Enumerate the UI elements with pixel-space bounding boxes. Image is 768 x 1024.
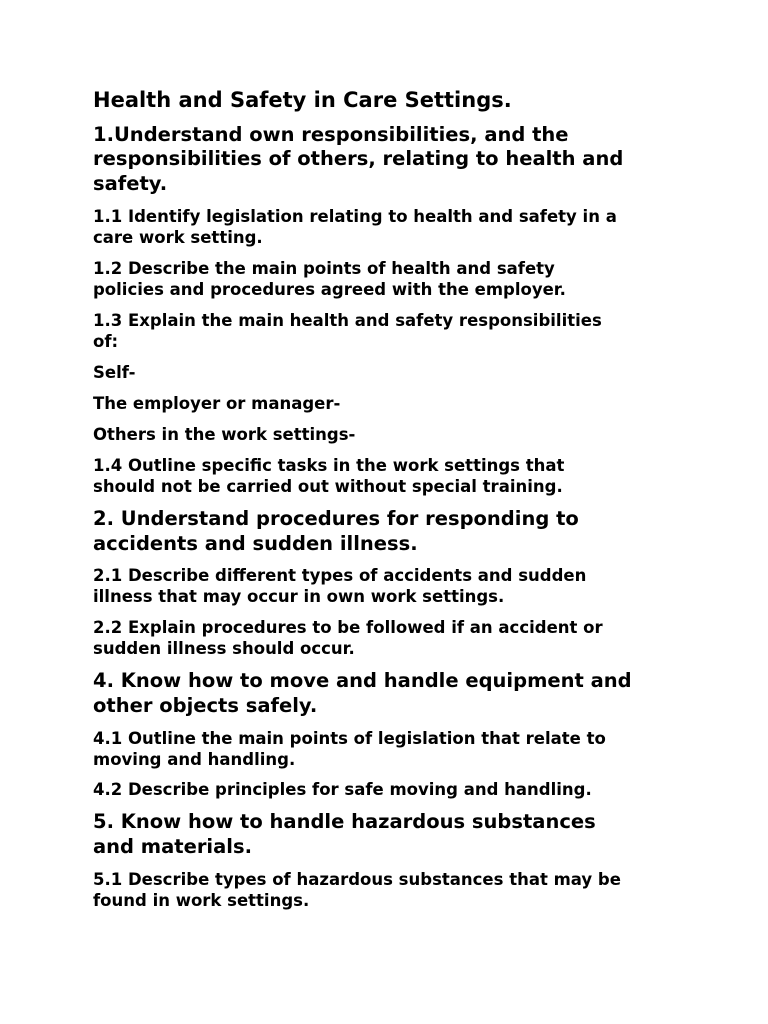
label-others-in-work-settings: Others in the work settings- <box>93 425 356 444</box>
section-5-heading-line-2: and materials. <box>93 835 252 858</box>
label-self: Self- <box>93 363 136 382</box>
section-4-heading-line-2: other objects safely. <box>93 694 318 717</box>
section-2-heading-line-1: 2. Understand procedures for responding to <box>93 507 579 530</box>
section-2-heading-line-2: accidents and sudden illness. <box>93 532 418 555</box>
section-1-heading-line-2: responsibilities of others, relating to health and <box>93 147 624 170</box>
item-1-3-line-1: 1.3 Explain the main health and safety responsibilities <box>93 311 602 330</box>
item-1-4-line-1: 1.4 Outline specific tasks in the work settings that <box>93 456 565 475</box>
section-1-heading-line-3: safety. <box>93 172 168 195</box>
item-1-2-line-1: 1.2 Describe the main points of health and safety <box>93 259 555 278</box>
item-1-3-line-2: of: <box>93 332 119 351</box>
item-2-1-line-1: 2.1 Describe different types of accidents and sudden <box>93 566 587 585</box>
item-5-1-line-2: found in work settings. <box>93 891 310 910</box>
item-1-1-line-1: 1.1 Identify legislation relating to health and safety in a <box>93 207 617 226</box>
item-4-1-line-2: moving and handling. <box>93 750 296 769</box>
document-title: Health and Safety in Care Settings. <box>93 88 512 112</box>
item-4-2-line-1: 4.2 Describe principles for safe moving and handling. <box>93 780 592 799</box>
label-employer-or-manager: The employer or manager- <box>93 394 341 413</box>
item-4-1-line-1: 4.1 Outline the main points of legislation that relate to <box>93 729 606 748</box>
item-1-2-line-2: policies and procedures agreed with the employer. <box>93 280 566 299</box>
item-2-1-line-2: illness that may occur in own work settings. <box>93 587 505 606</box>
item-1-4-line-2: should not be carried out without special training. <box>93 477 563 496</box>
item-5-1-line-1: 5.1 Describe types of hazardous substances that may be <box>93 870 621 889</box>
item-2-2-line-1: 2.2 Explain procedures to be followed if an accident or <box>93 618 603 637</box>
section-4-heading-line-1: 4. Know how to move and handle equipment and <box>93 669 632 692</box>
section-5-heading-line-1: 5. Know how to handle hazardous substances <box>93 810 596 833</box>
item-1-1-line-2: care work setting. <box>93 228 263 247</box>
section-1-heading-line-1: 1.Understand own responsibilities, and the <box>93 123 569 146</box>
item-2-2-line-2: sudden illness should occur. <box>93 639 355 658</box>
